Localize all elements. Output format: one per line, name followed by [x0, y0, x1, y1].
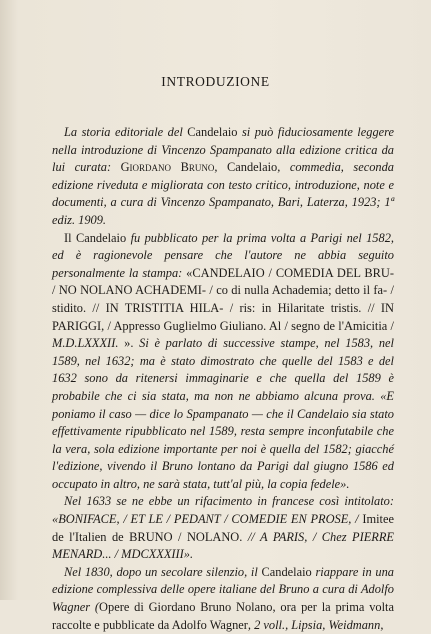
paragraph-4	[52, 564, 394, 634]
page-title: INTRODUZIONE	[161, 74, 270, 89]
text-run: ,	[214, 160, 227, 175]
text-run: Imitee de l'Italien de BRUNO / NOLANO.	[52, 512, 394, 544]
text-run: Il	[64, 230, 76, 245]
text-run: M.D.LXXXII.	[52, 336, 119, 351]
text-run: Candelaio	[226, 160, 278, 175]
text-run: Si è parlato di successive stampe, nel 1583, nel 1589, nel 1632; ma è stato dimostrato che quelle del 1583 e del 1632 sono da ritenersi immaginarie e che quella del 1589 è probabile che ci sia stata, ma non ne abbiamo alcuna prova. «E poniamo il caso — dice lo Spampanato — che il Candelaio sia stato effettivamente ripubblicato nel 1589, resta sempre inconfutabile che la vera, sola edizione importante per noi è quella del 1582; giacché l'edizione, vivendo il Bruno lontano da Parigi dal giugno 1586 ed occupato in altro, ne sarà stata, tutt'al più, la copia fedele».	[52, 336, 394, 491]
body-text	[52, 124, 394, 634]
text-run: Nel 1633 se ne ebbe un rifacimento in francese così intitolato: «BONIFACE, / ET LE / PEDANT / COMEDIE EN PROSE, /	[52, 494, 394, 527]
text-run: si può fiduciosamente leggere nella introduzione di Vincenzo Spampanato alla edizione critica da lui curata:	[52, 125, 394, 175]
text-run: Opere di Giordano Bruno Nolano, ora per la prima volta raccolte e pubblicate da Adolfo Wagner	[52, 600, 394, 632]
text-run: fu pubblicato per la prima volta a Parigi nel 1582, ed è ragionevole pensare che l'autore ne abbia seguito personalmente la stampa:	[52, 230, 394, 280]
text-run: La storia editoriale del	[64, 125, 188, 139]
text-run: riappare in una edizione complessiva delle opere italiane del Bruno a cura di Adolfo Wagner (	[52, 564, 394, 615]
text-run: Candelaio	[261, 564, 312, 579]
text-run: Nel 1830, dopo un secolare silenzio, il	[64, 564, 262, 579]
text-run: Candelaio	[75, 230, 127, 245]
text-run: ».	[118, 336, 140, 351]
paragraph-3	[52, 493, 394, 563]
text-run: , 2 voll., Lipsia, Weidmann,	[247, 617, 384, 632]
paragraph-2	[52, 230, 394, 494]
text-run: Candelaio	[187, 125, 238, 139]
text-run: Giordano Bruno	[120, 160, 215, 175]
text-run: , commedia, seconda edizione riveduta e migliorata con testo critico, introduzione, note e documenti, a cura di Vincenzo Spampanato, Bari, Laterza, 1923; 1ª ediz. 1909.	[52, 160, 394, 227]
text-run: // A PARIS, / Chez PIERRE MENARD... / MDCXXXIII».	[52, 529, 394, 562]
text-run: «CANDELAIO / COMEDIA DEL BRU- / NO NOLANO ACHADEMI- / co di nulla Achademia; detto il fa- / stidito. // IN TRISTITIA HILA- / ris: in Hilaritate tristis. // IN PARIGGI, / Appresso Guglielmo Giuliano. Al / segno de l'Amicitia /	[52, 265, 394, 333]
paragraph-1	[52, 124, 394, 230]
